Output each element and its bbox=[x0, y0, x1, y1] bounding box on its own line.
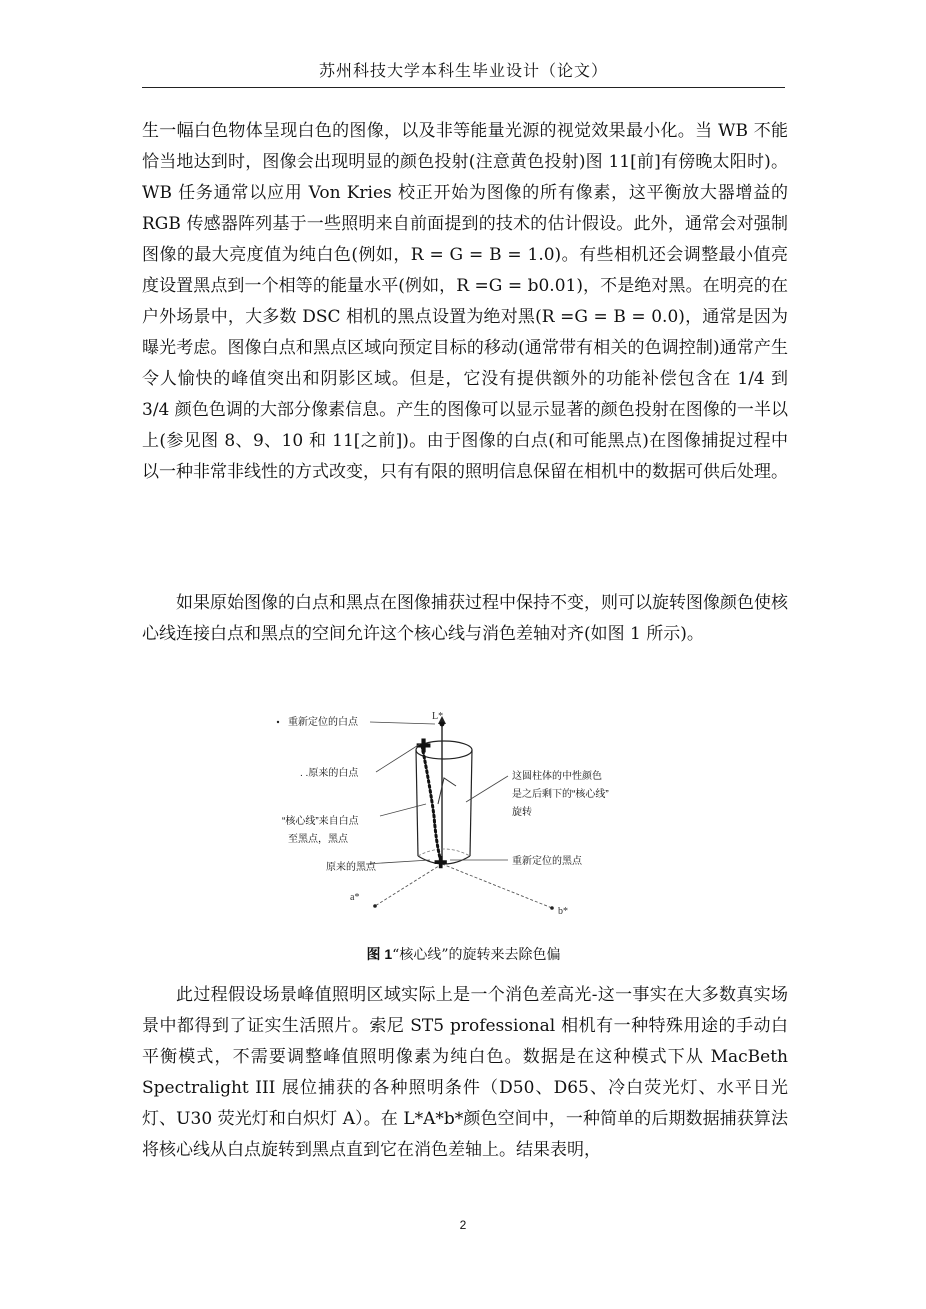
leader-dot bbox=[277, 721, 279, 723]
header-title: 苏州科技大学本科生毕业设计（论文） bbox=[318, 61, 608, 80]
label-axis-b: b* bbox=[558, 906, 568, 917]
b-axis-end bbox=[550, 906, 554, 910]
paragraph-1: 生一幅白色物体呈现白色的图像，以及非等能量光源的视觉效果最小化。当 WB 不能恰当地达到时，图像会出现明显的颜色投射(注意黄色投射)图 11[前]有傍晚太阳时)。WB 任务通常以应用 Von Kries 校正开始为图像的所有像素，这平衡放大器增益的 RGB 传感器阵列基于一些照明来自前面提到的技术的估计假设。此外，通常会对强制图像的最大亮度值为纯白色(例如，R = G = B = 1.0)。有些相机还会调整最小值亮度设置黑点到一个相等的能量水平(例如，R =G = b0.01)，不是绝对黑。在明亮的在户外场景中，大多数 DSC 相机的黑点设置为绝对黑(R =G = B = 0.0)，通常是因为曝光考虑。图像白点和黑点区域向预定目标的移动(通常带有相关的色调控制)通常产生令人愉快的峰值突出和阴影区域。但是，它没有提供额外的功能补偿包含在 1/4 到 3/4 颜色色调的大部分像素信息。产生的图像可以显示显著的颜色投射在图像的一半以上(参见图 8、9、10 和 11[之前])。由于图像的白点(和可能黑点)在图像捕捉过程中以一种非常非线性的方式改变，只有有限的照明信息保留在相机中的数据可供后处理。 bbox=[142, 121, 788, 482]
leader-core-line bbox=[380, 804, 426, 816]
a-axis bbox=[375, 864, 442, 906]
rotation-arrow bbox=[438, 778, 456, 804]
figure-caption bbox=[142, 944, 785, 964]
leader-repositioned-white bbox=[370, 722, 435, 724]
b-axis bbox=[442, 864, 552, 908]
label-cylinder-2: 是之后剩下的“核心线” bbox=[512, 789, 609, 800]
paragraph-3: 此过程假设场景峰值照明区域实际上是一个消色差高光-这一事实在大多数真实场景中都得到了证实生活照片。索尼 ST5 professional 相机有一种特殊用途的手动白平衡模式，不需要调整峰值照明像素为纯白色。数据是在这种模式下从 MacBeth Spectralight III 展位捕获的各种照明条件（D50、D65、冷白荧光灯、水平日光灯、U30 荧光灯和白炽灯 A）。在 L*A*b*颜色空间中，一种简单的后期数据捕获算法将核心线从白点旋转到黑点直到它在消色差轴上。结果表明， bbox=[142, 985, 788, 1160]
cylinder-right-edge bbox=[470, 750, 472, 856]
paragraph-2: 如果原始图像的白点和黑点在图像捕获过程中保持不变，则可以旋转图像颜色使核心线连接白点和黑点的空间允许这个核心线与消色差轴对齐(如图 1 所示)。 bbox=[142, 593, 788, 644]
figure-1 bbox=[270, 706, 630, 918]
label-axis-l: L* bbox=[432, 711, 444, 722]
label-axis-a: a* bbox=[350, 892, 360, 903]
label-core-line-1: “核心线”来自白点 bbox=[282, 816, 359, 827]
label-cylinder-3: 旋转 bbox=[512, 807, 532, 818]
leader-cylinder bbox=[466, 776, 508, 802]
label-repositioned-black: 重新定位的黑点 bbox=[512, 856, 582, 867]
label-core-line-2: 至黑点，黑点 bbox=[288, 834, 348, 845]
cylinder-left-edge bbox=[416, 750, 418, 856]
a-axis-end bbox=[373, 904, 377, 908]
core-line bbox=[422, 746, 440, 858]
caption-number: 图 1 bbox=[366, 946, 393, 962]
label-repositioned-white: 重新定位的白点 bbox=[288, 717, 358, 728]
core-line-diagram bbox=[270, 706, 630, 918]
page-header bbox=[142, 58, 785, 88]
label-original-black: 原来的黑点 bbox=[326, 862, 376, 873]
label-original-white: . .原来的白点 bbox=[300, 768, 359, 779]
leader-original-white bbox=[376, 744, 420, 772]
page-number: 2 bbox=[459, 1218, 467, 1232]
repositioned-white-point bbox=[440, 722, 445, 727]
label-cylinder-1: 这圆柱体的中性颜色 bbox=[512, 771, 602, 782]
black-point-icon: ✚ bbox=[434, 853, 448, 872]
original-white-point-icon: ✚ bbox=[416, 736, 432, 757]
caption-text: “核心线”的旋转来去除色偏 bbox=[392, 947, 561, 963]
